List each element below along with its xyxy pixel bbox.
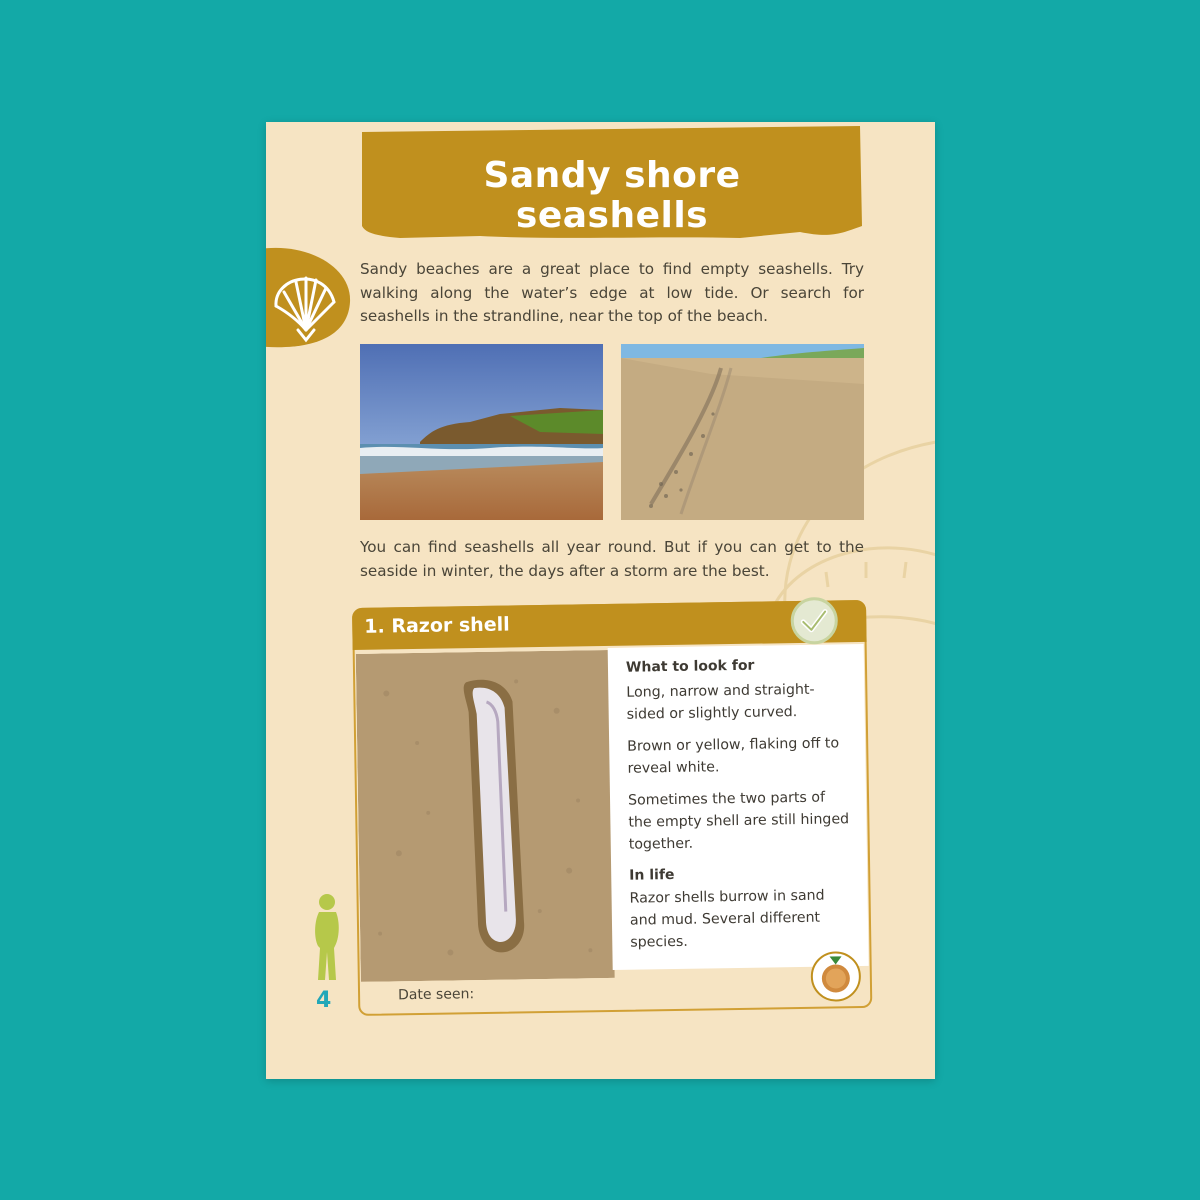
- title-banner: [360, 126, 864, 246]
- season-paragraph: You can find seashells all year round. But if you can get to the seaside in winter, the days after a storm are the best.: [360, 538, 864, 580]
- intro-paragraph: Sandy beaches are a great place to find empty seashells. Try walking along the water’s edge at low tide. Or search for seashells in the strandline, near the top of the beach.: [360, 260, 864, 325]
- scallop-shell-icon: [266, 246, 354, 350]
- checkmark-icon[interactable]: [788, 594, 841, 647]
- card-title: 1. Razor shell: [364, 613, 510, 638]
- in-life-text: Razor shells burrow in sand and mud. Several different species.: [629, 887, 825, 951]
- title-line-1: Sandy shore: [483, 155, 741, 196]
- in-life-heading: In life: [629, 866, 675, 884]
- info-item: Long, narrow and straight- sided or slightly curved.: [626, 681, 815, 723]
- page-number: 4: [316, 988, 332, 1013]
- child-silhouette-icon: [310, 892, 344, 984]
- date-seen-label: Date seen:: [397, 986, 475, 1004]
- strandline-photo: [621, 344, 864, 520]
- razor-shell-photo: [356, 650, 615, 982]
- medal-icon: [809, 950, 862, 1003]
- beach-headland-photo: [360, 344, 603, 520]
- what-to-look-for-heading: What to look for: [625, 657, 755, 676]
- page-title: [360, 156, 864, 236]
- title-line-2: seashells: [515, 195, 709, 236]
- info-panel: [608, 644, 869, 970]
- booklet-page: [266, 122, 935, 1079]
- razor-shell-card: [352, 600, 876, 1018]
- info-item: Brown or yellow, flaking off to reveal white.: [627, 735, 840, 777]
- info-item: Sometimes the two parts of the empty shell are still hinged together.: [627, 789, 850, 853]
